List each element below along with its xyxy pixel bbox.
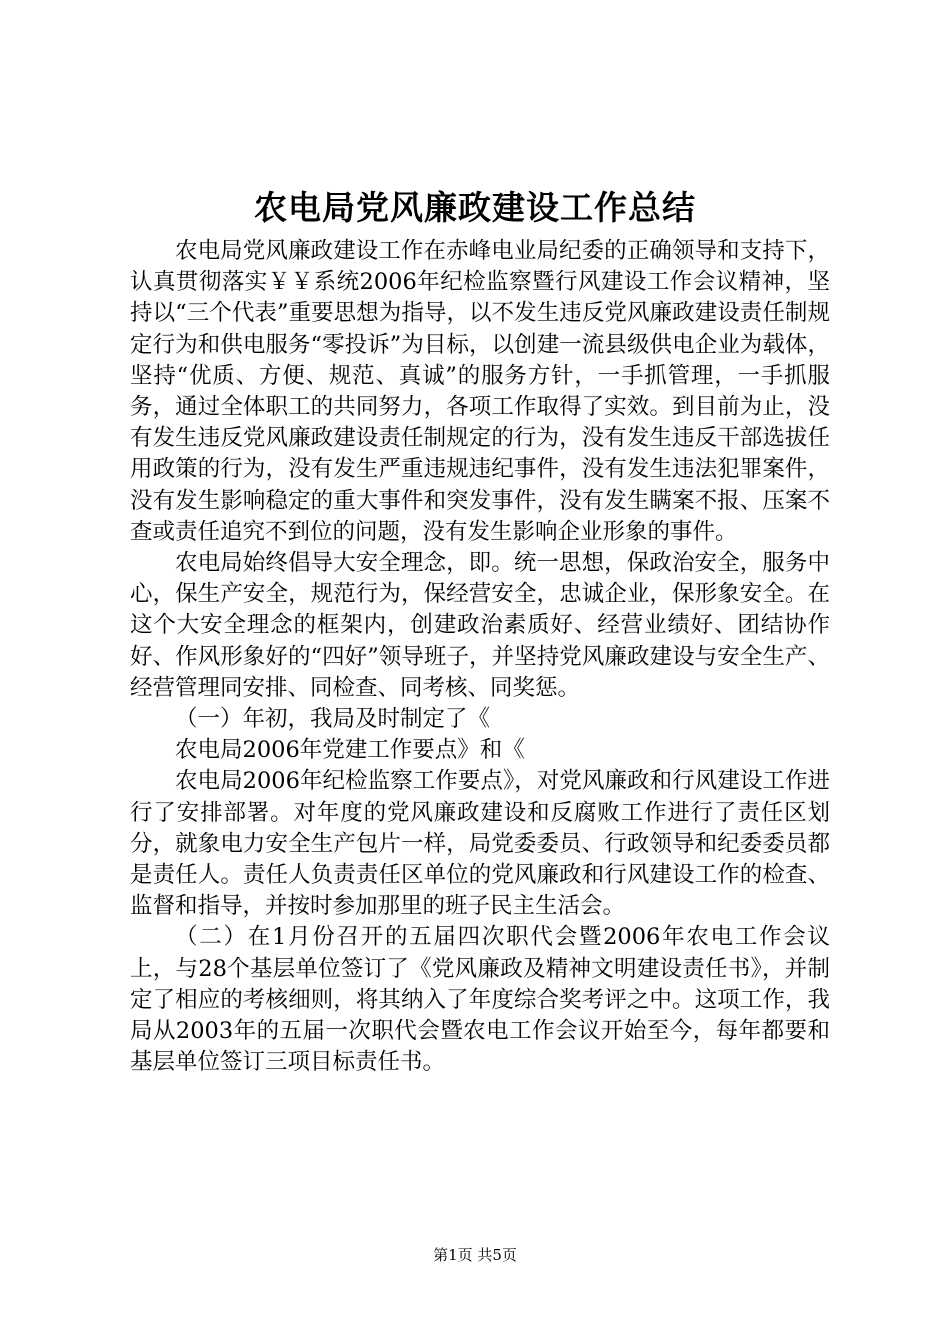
document-body	[130, 236, 830, 1078]
paragraph-item-1-start: （一）年初，我局及时制定了《	[175, 706, 491, 733]
document-title: 农电局党风廉政建设工作总结	[254, 188, 696, 227]
paragraph-item-1-party-plan: 农电局2006年党建工作要点》和《	[175, 737, 525, 764]
page-footer: 第1页 共5页	[433, 1246, 517, 1264]
paragraph-safety-concept: 农电局始终倡导大安全理念，即。统一思想，保政治安全，服务中心，保生产安全，规范行为，保经营安全，忠诚企业，保形象安全。在这个大安全理念的框架内，创建政治素质好、经营业绩好、团结协作好、作风形象好的“四好”领导班子，并坚持党风廉政建设与安全生产、经营管理同安排、同检查、同考核、同奖惩。	[130, 550, 830, 701]
paragraph-intro: 农电局党风廉政建设工作在赤峰电业局纪委的正确领导和支持下，认真贯彻落实￥￥系统2006年纪检监察暨行风建设工作会议精神，坚持以“三个代表”重要思想为指导，以不发生违反党风廉政建设责任制规定行为和供电服务“零投诉”为目标，以创建一流县级供电企业为载体，坚持“优质、方便、规范、真诚”的服务方针，一手抓管理，一手抓服务，通过全体职工的共同努力，各项工作取得了实效。到目前为止，没有发生违反党风廉政建设责任制规定的行为，没有发生违反干部选拔任用政策的行为，没有发生严重违规违纪事件，没有发生违法犯罪案件，没有发生影响稳定的重大事件和突发事件，没有发生瞒案不报、压案不查或责任追究不到位的问题，没有发生影响企业形象的事件。	[130, 238, 830, 545]
paragraph-item-2: （二）在1月份召开的五届四次职代会暨2006年农电工作会议上，与28个基层单位签订了《党风廉政及精神文明建设责任书》，并制定了相应的考核细则，将其纳入了年度综合奖考评之中。这项工作，我局从2003年的五届一次职代会暨农电工作会议开始至今，每年都要和基层单位签订三项目标责任书。	[130, 924, 830, 1076]
paragraph-item-1-inspection-plan: 农电局2006年纪检监察工作要点》，对党风廉政和行风建设工作进行了安排部署。对年度的党风廉政建设和反腐败工作进行了责任区划分，就象电力安全生产包片一样，局党委委员、行政领导和纪委委员都是责任人。责任人负责责任区单位的党风廉政和行风建设工作的检查、监督和指导，并按时参加那里的班子民主生活会。	[130, 768, 830, 920]
